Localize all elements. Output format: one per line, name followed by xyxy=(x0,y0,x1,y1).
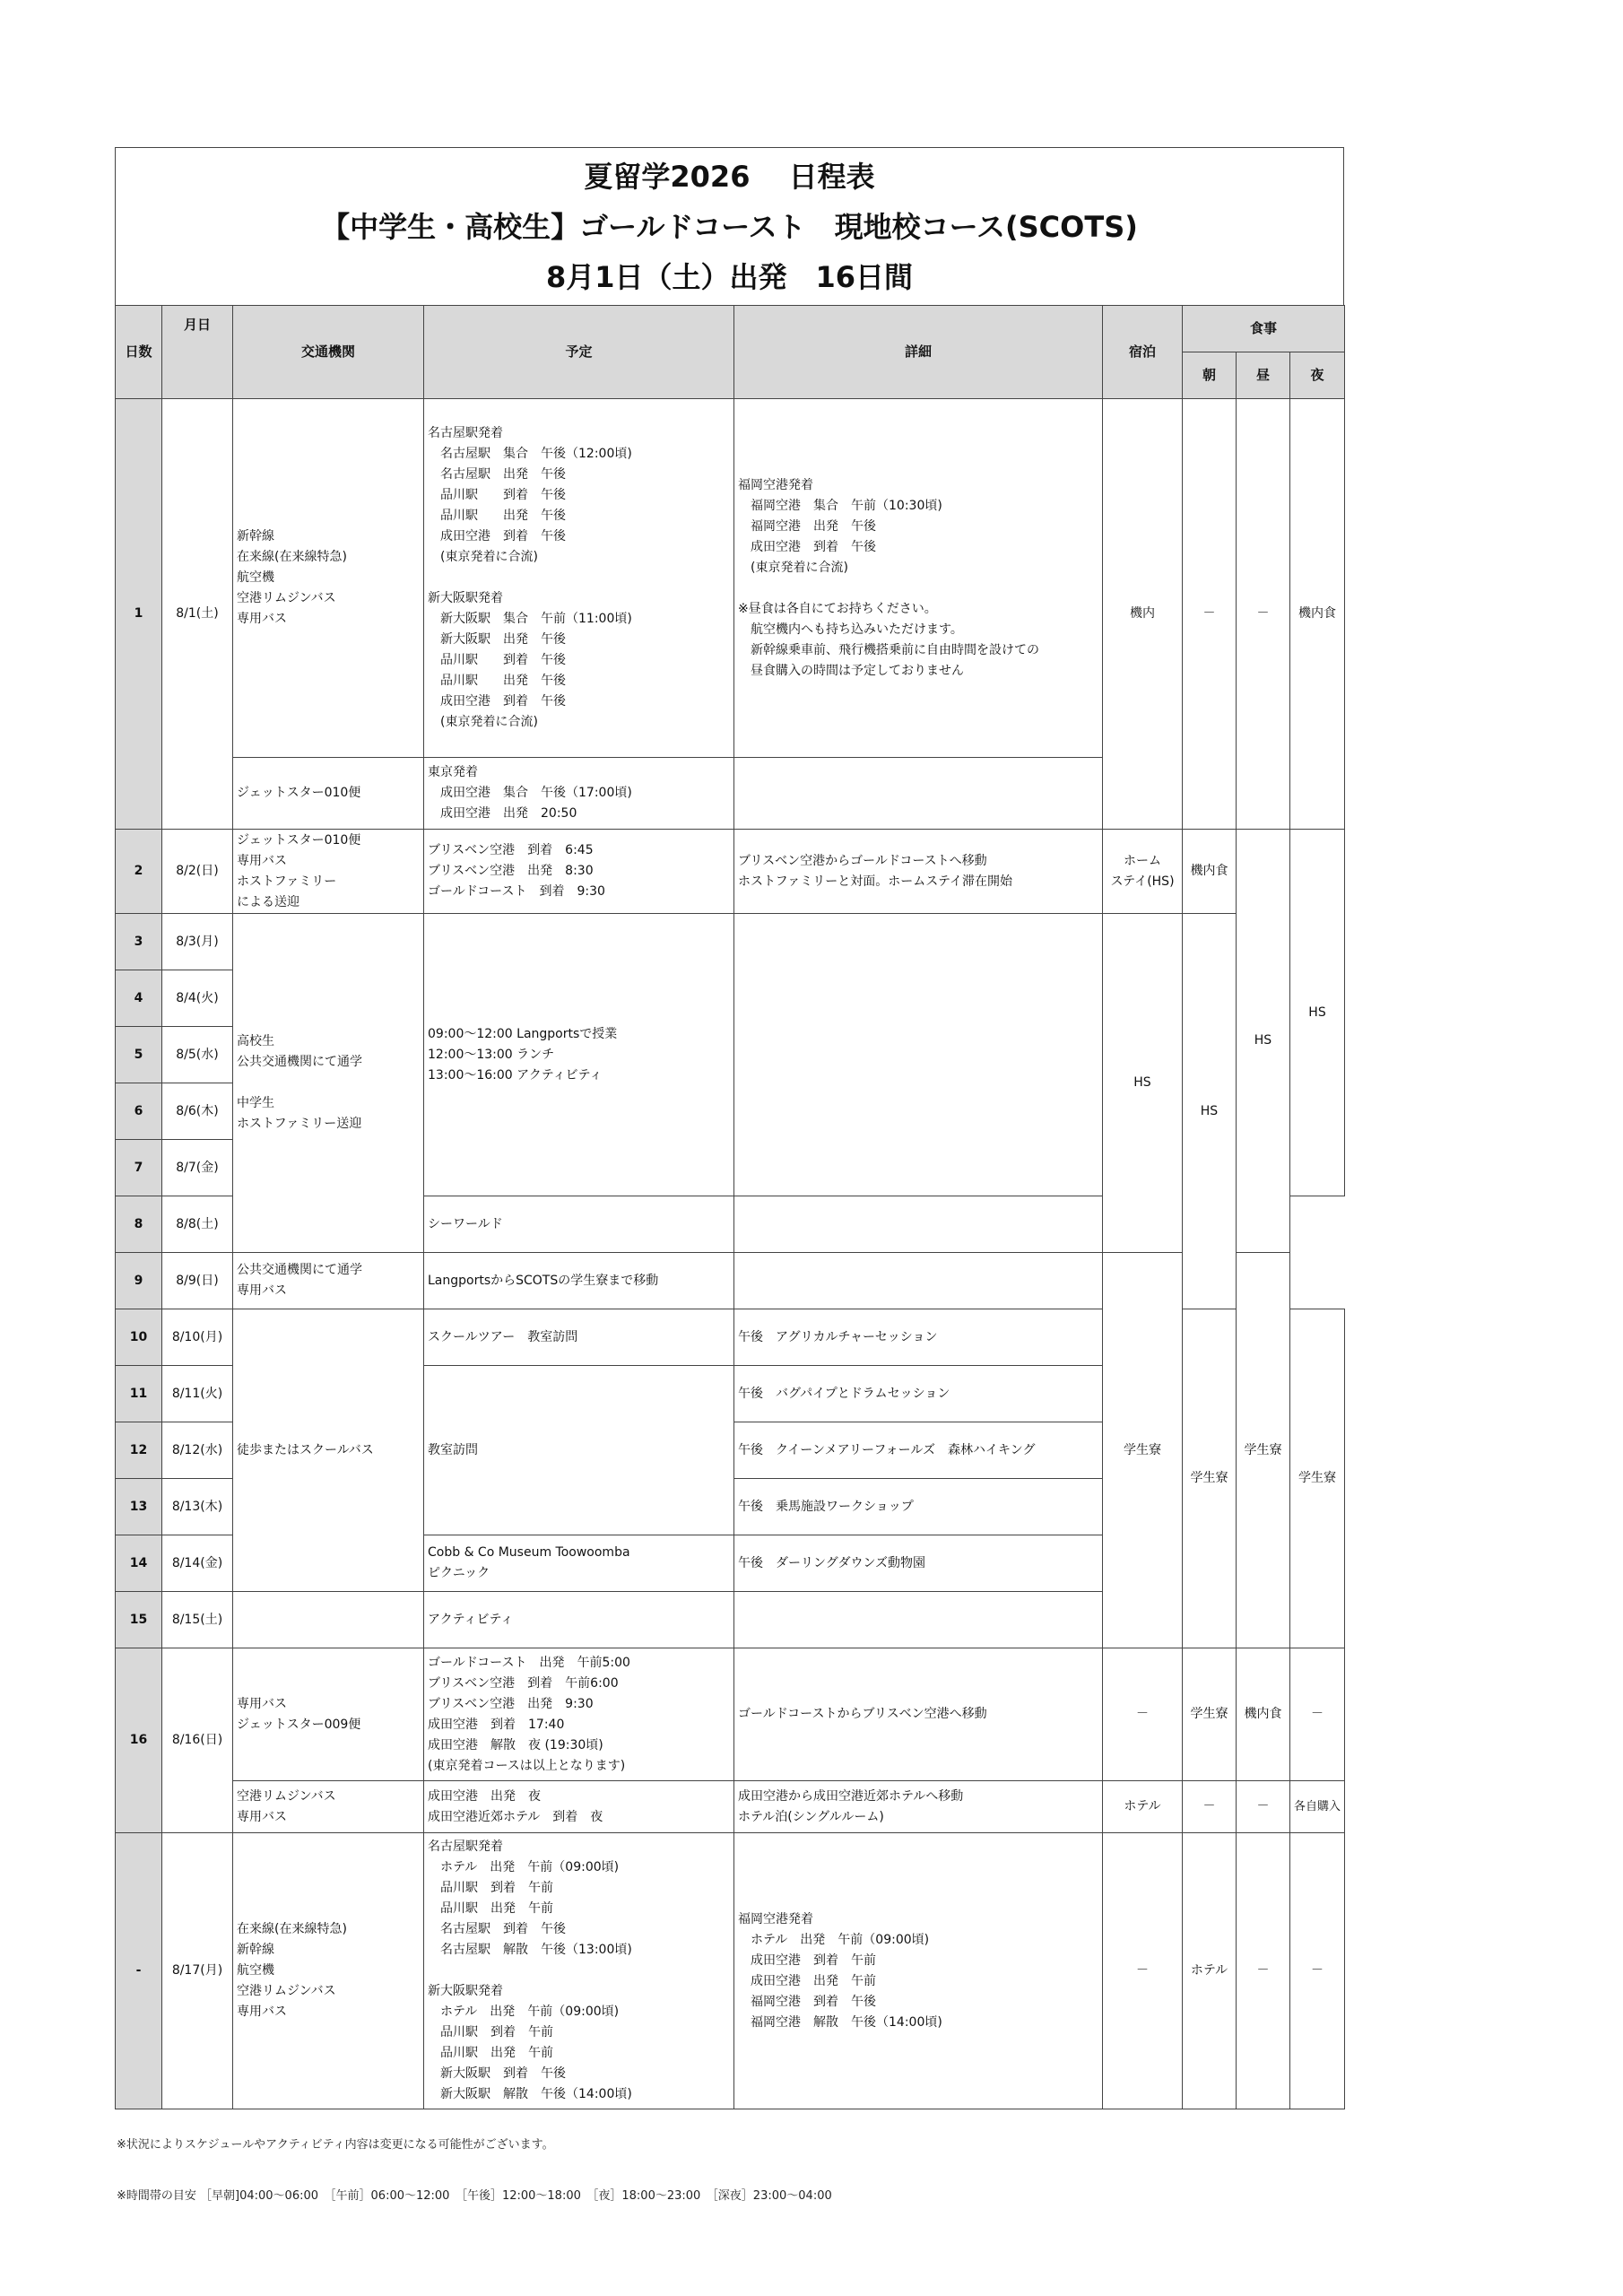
day-date: 8/12(水) xyxy=(162,1422,233,1479)
plan-cell: Cobb & Co Museum Toowoomba ピクニック xyxy=(424,1535,734,1592)
plan-cell: ブリスベン空港 到着 6:45 ブリスベン空港 出発 8:30 ゴールドコースト 到着 9:30 xyxy=(424,830,734,914)
detail-cell: 成田空港から成田空港近郊ホテルへ移動 ホテル泊(シングルルーム) xyxy=(734,1781,1103,1833)
title-block xyxy=(115,147,1344,305)
footnote-time-guide: ※時間帯の目安 ［早朝]04:00～06:00 ［午前］06:00～12:00 ［午後］12:00～18:00 ［夜］18:00～23:00 ［深夜］23:00～04:00 xyxy=(117,2189,832,2203)
lunch-cell: HS xyxy=(1237,830,1290,1253)
schedule-row-day9 xyxy=(116,1253,1345,1309)
plan-cell: 東京発着 成田空港 集合 午後（17:00頃) 成田空港 出発 20:50 xyxy=(424,758,734,830)
day-number: 16 xyxy=(116,1648,162,1833)
lodging-cell: － xyxy=(1103,1833,1183,2109)
dinner-cell: － xyxy=(1290,1833,1345,2109)
transport-cell xyxy=(233,1592,424,1648)
transport-cell: 徒歩またはスクールバス xyxy=(233,1309,424,1592)
day-date: 8/7(金) xyxy=(162,1140,233,1196)
transport-cell: 公共交通機関にて通学 専用バス xyxy=(233,1253,424,1309)
breakfast-cell: 機内食 xyxy=(1183,830,1237,914)
day-date: 8/4(火) xyxy=(162,970,233,1027)
schedule-row-day16 xyxy=(116,1648,1345,1781)
header-breakfast: 朝 xyxy=(1183,352,1237,399)
lunch-cell: － xyxy=(1237,1833,1290,2109)
day-number: - xyxy=(116,1833,162,2109)
transport-cell: 高校生 公共交通機関にて通学 中学生 ホストファミリー送迎 xyxy=(233,914,424,1253)
dinner-cell: 各自購入 xyxy=(1290,1781,1345,1833)
dinner-cell: － xyxy=(1290,1648,1345,1781)
day-number: 1 xyxy=(116,399,162,830)
breakfast-cell: ホテル xyxy=(1183,1833,1237,2109)
detail-cell: 午後 バグパイプとドラムセッション xyxy=(734,1366,1103,1422)
detail-cell xyxy=(734,1253,1103,1309)
schedule-row-day16-hotel xyxy=(116,1781,1345,1833)
lunch-cell: － xyxy=(1237,399,1290,830)
plan-cell: ゴールドコースト 出発 午前5:00 ブリスベン空港 到着 午前6:00 ブリスベン空港 出発 9:30 成田空港 到着 17:40 成田空港 解散 夜 (19:30頃) (東京発着コースは以上となります) xyxy=(424,1648,734,1781)
header-row xyxy=(116,306,1345,352)
schedule-row-day3 xyxy=(116,914,1345,970)
day-date: 8/3(月) xyxy=(162,914,233,970)
plan-cell: 名古屋駅発着 ホテル 出発 午前（09:00頃) 品川駅 到着 午前 品川駅 出発 午前 名古屋駅 到着 午後 名古屋駅 解散 午後（13:00頃) 新大阪駅発着 ホテル 出発 午前（09:00頃) 品川駅 到着 午前 品川駅 出発 午前 新大阪駅 到着 午後 新大阪駅 解散 午後（14:00頃) xyxy=(424,1833,734,2109)
day-date: 8/11(火) xyxy=(162,1366,233,1422)
detail-cell: 福岡空港発着 福岡空港 集合 午前（10:30頃) 福岡空港 出発 午後 成田空港 到着 午後 (東京発着に合流) ※昼食は各自にてお持ちください。 航空機内へも持ち込みいただけます。 新幹線乗車前、飛行機搭乗前に自由時間を設けての 昼食購入の時間は予定しておりません xyxy=(734,399,1103,758)
day-date: 8/16(日) xyxy=(162,1648,233,1833)
lunch-cell: 学生寮 xyxy=(1290,1309,1345,1648)
day-number: 12 xyxy=(116,1422,162,1479)
breakfast-cell: － xyxy=(1183,1781,1237,1833)
header-day: 日数 xyxy=(116,306,162,399)
transport-cell: 専用バス ジェットスター009便 xyxy=(233,1648,424,1781)
plan-cell: シーワールド xyxy=(424,1196,734,1253)
detail-cell: 午後 ダーリングダウンズ動物園 xyxy=(734,1535,1103,1592)
plan-cell: 09:00～12:00 Langportsで授業 12:00～13:00 ランチ 13:00～16:00 アクティビティ xyxy=(424,914,734,1196)
day-number: 10 xyxy=(116,1309,162,1366)
footnotes xyxy=(115,2102,1344,2239)
header-lodging: 宿泊 xyxy=(1103,306,1183,399)
day-number: 3 xyxy=(116,914,162,970)
detail-cell: 午後 乗馬施設ワークショップ xyxy=(734,1479,1103,1535)
day-date: 8/10(月) xyxy=(162,1309,233,1366)
day-date: 8/1(土) xyxy=(162,399,233,830)
detail-cell: ゴールドコーストからブリスベン空港へ移動 xyxy=(734,1648,1103,1781)
day-date: 8/17(月) xyxy=(162,1833,233,2109)
day-number: 2 xyxy=(116,830,162,914)
transport-cell: ジェットスター010便 xyxy=(233,758,424,830)
dinner-cell: 学生寮 xyxy=(1237,1253,1290,1648)
header-transport: 交通機関 xyxy=(233,306,424,399)
header-date: 月日 xyxy=(162,306,233,399)
day-number: 13 xyxy=(116,1479,162,1535)
title-departure: 8月1日（土）出発 16日間 xyxy=(545,259,914,294)
schedule-table xyxy=(115,305,1345,2109)
lodging-cell: 機内 xyxy=(1103,399,1183,830)
breakfast-cell: 学生寮 xyxy=(1183,1648,1237,1781)
day-date: 8/5(水) xyxy=(162,1027,233,1083)
day-number: 15 xyxy=(116,1592,162,1648)
detail-cell xyxy=(734,1196,1103,1253)
day-date: 8/6(木) xyxy=(162,1083,233,1140)
plan-cell: スクールツアー 教室訪問 xyxy=(424,1309,734,1366)
schedule-row-day1 xyxy=(116,399,1345,758)
breakfast-cell: － xyxy=(1183,399,1237,830)
day-number: 7 xyxy=(116,1140,162,1196)
dinner-cell: 機内食 xyxy=(1290,399,1345,830)
detail-cell: ブリスベン空港からゴールドコーストへ移動 ホストファミリーと対面。ホームステイ滞在開始 xyxy=(734,830,1103,914)
plan-cell: 名古屋駅発着 名古屋駅 集合 午後（12:00頃) 名古屋駅 出発 午後 品川駅 到着 午後 品川駅 出発 午後 成田空港 到着 午後 (東京発着に合流) 新大阪駅発着 新大阪駅 集合 午前（11:00頃) 新大阪駅 出発 午後 品川駅 到着 午後 品川駅 出発 午後 成田空港 到着 午後 (東京発着に合流) xyxy=(424,399,734,758)
day-number: 9 xyxy=(116,1253,162,1309)
day-number: 14 xyxy=(116,1535,162,1592)
header-plan: 予定 xyxy=(424,306,734,399)
day-date: 8/14(金) xyxy=(162,1535,233,1592)
day-date: 8/8(土) xyxy=(162,1196,233,1253)
day-date: 8/2(日) xyxy=(162,830,233,914)
lodging-cell: ホテル xyxy=(1103,1781,1183,1833)
detail-cell xyxy=(734,1592,1103,1648)
lodging-cell: ホーム ステイ(HS) xyxy=(1103,830,1183,914)
transport-cell: ジェットスター010便 専用バス ホストファミリー による送迎 xyxy=(233,830,424,914)
dinner-cell: HS xyxy=(1290,830,1345,1196)
header-lunch: 昼 xyxy=(1237,352,1290,399)
breakfast-cell: HS xyxy=(1183,914,1237,1309)
plan-cell: LangportsからSCOTSの学生寮まで移動 xyxy=(424,1253,734,1309)
title-program: 夏留学2026 日程表 xyxy=(584,159,875,194)
footnote-change: ※状況によりスケジュールやアクティビティ内容は変更になる可能性がございます。 xyxy=(117,2138,554,2152)
day-date: 8/13(木) xyxy=(162,1479,233,1535)
lunch-cell: 機内食 xyxy=(1237,1648,1290,1781)
header-detail: 詳細 xyxy=(734,306,1103,399)
day-number: 4 xyxy=(116,970,162,1027)
day-number: 8 xyxy=(116,1196,162,1253)
transport-cell: 在来線(在来線特急) 新幹線 航空機 空港リムジンバス 専用バス xyxy=(233,1833,424,2109)
detail-cell: 午後 クイーンメアリーフォールズ 森林ハイキング xyxy=(734,1422,1103,1479)
day-date: 8/9(日) xyxy=(162,1253,233,1309)
schedule-row-day2 xyxy=(116,830,1345,914)
day-number: 6 xyxy=(116,1083,162,1140)
schedule-sheet xyxy=(115,147,1344,2239)
day-number: 11 xyxy=(116,1366,162,1422)
detail-cell: 福岡空港発着 ホテル 出発 午前（09:00頃) 成田空港 到着 午前 成田空港 出発 午前 福岡空港 到着 午後 福岡空港 解散 午後（14:00頃) xyxy=(734,1833,1103,2109)
breakfast-cell: 学生寮 xyxy=(1183,1309,1237,1648)
day-number: 5 xyxy=(116,1027,162,1083)
lodging-cell: 学生寮 xyxy=(1103,1253,1183,1648)
plan-cell: 成田空港 出発 夜 成田空港近郊ホテル 到着 夜 xyxy=(424,1781,734,1833)
detail-cell xyxy=(734,914,1103,1196)
day-date: 8/15(土) xyxy=(162,1592,233,1648)
header-meals: 食事 xyxy=(1183,306,1345,352)
transport-cell: 空港リムジンバス 専用バス xyxy=(233,1781,424,1833)
lodging-cell: － xyxy=(1103,1648,1183,1781)
transport-cell: 新幹線 在来線(在来線特急) 航空機 空港リムジンバス 専用バス xyxy=(233,399,424,758)
header-dinner: 夜 xyxy=(1290,352,1345,399)
detail-cell xyxy=(734,758,1103,830)
lodging-cell: HS xyxy=(1103,914,1183,1253)
title-course: 【中学生・高校生】ゴールドコースト 現地校コース(SCOTS) xyxy=(321,209,1138,244)
lunch-cell: － xyxy=(1237,1781,1290,1833)
plan-cell: アクティビティ xyxy=(424,1592,734,1648)
schedule-row-day17 xyxy=(116,1833,1345,2109)
detail-cell: 午後 アグリカルチャーセッション xyxy=(734,1309,1103,1366)
plan-cell: 教室訪問 xyxy=(424,1366,734,1535)
